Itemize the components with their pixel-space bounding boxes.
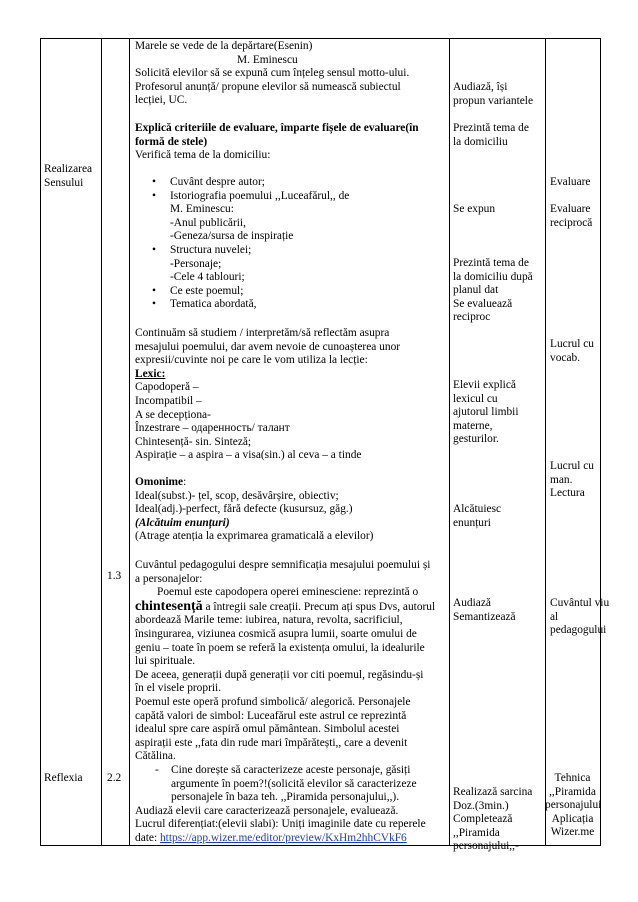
text-line: Ideal(subst.)- țel, scop, desăvârșire, obiectiv;: [135, 489, 339, 502]
column-divider: [101, 39, 102, 845]
method-line: ,,Piramida: [549, 785, 596, 798]
wizer-link[interactable]: https://app.wizer.me/editor/preview/KxHm2hhCVkF6: [159, 831, 407, 844]
text-fragment: date:: [135, 831, 160, 844]
student-activity: [453, 597, 516, 624]
motto-text: Marele se vede de la depărtare(Esenin): [135, 40, 313, 52]
text-line: geniu – toate în poem se referă la existența omului, la idealurile: [135, 641, 425, 654]
method-label: Evaluare: [550, 176, 591, 188]
teacher-speech-section: [135, 559, 443, 845]
method-line: Lectura: [550, 487, 585, 500]
method-label: [550, 203, 592, 230]
omonime-colon: :: [183, 476, 187, 488]
activity-line: personajului,,-: [453, 840, 519, 853]
method-line: Lucrul cu: [550, 338, 594, 350]
method-line: Wizer.me: [550, 826, 595, 839]
text-line: aspirații este ,,fata din rude mari împărătești,, care a devenit: [135, 736, 408, 749]
bold-instruction: formă de stele): [135, 135, 208, 148]
objective-code: 2.2: [107, 772, 122, 784]
method-line: Tehnica: [554, 772, 591, 784]
omonime-heading: [135, 476, 443, 490]
activity-line: Semantizează: [453, 610, 516, 623]
lexic-heading: Lexic:: [135, 367, 166, 380]
text-line: însingurarea, viziunea cosmică asupra lumii, soarte omului de: [135, 627, 417, 640]
student-activity: [453, 786, 532, 854]
activity-line: Elevii explică: [453, 379, 516, 391]
text-line: a personajelor:: [135, 572, 203, 585]
column-divider: [545, 39, 546, 845]
bullet-item: • Cuvânt despre autor;: [135, 176, 443, 190]
text-line: (Atrage atenția la exprimarea gramaticală a elevilor): [135, 530, 374, 543]
activity-line: Se evaluează: [453, 297, 513, 310]
activity-line: planul dat: [453, 284, 499, 297]
objective-code: 1.3: [107, 570, 122, 582]
text-line: lui spirituale.: [135, 655, 196, 668]
text-line: Lucrul diferențiat:(elevii slabi): Uniți imaginile date cu reperele: [135, 818, 426, 831]
student-activity: [453, 257, 533, 325]
activity-line: Prezintă tema de: [453, 122, 529, 134]
activity-line: Prezintă tema de: [453, 257, 529, 269]
student-activity: [453, 81, 533, 108]
text-line: lecției, UC.: [135, 94, 188, 107]
text-line: Cuvântul pedagogului despre semnificația mesajului poemului și: [135, 559, 431, 571]
text-line: Poemul este operă profund simbolică/ alegorică. Personajele: [135, 695, 411, 708]
italic-instruction: (Alcătuim enunțuri): [135, 516, 230, 529]
column-divider: [449, 39, 450, 845]
sub-item: M. Eminescu:: [170, 203, 234, 216]
activity-line: gesturilor.: [453, 433, 499, 446]
activity-line: la domiciliu după: [453, 270, 533, 283]
vocab-item: Chintesență- sin. Sinteză;: [135, 435, 252, 448]
method-line: Cuvântul viu: [550, 597, 610, 609]
method-line: Evaluare: [550, 203, 591, 215]
vocab-item: Capodoperă –: [135, 381, 199, 394]
text-line: Verifică tema de la domiciliu:: [135, 149, 271, 162]
text-fragment: a întregii sale creații. Precum ați spus Dvs, autorul: [202, 600, 436, 613]
text-line: [135, 600, 443, 615]
text-line: Audiază elevii care caracterizează personajele, evaluează.: [135, 804, 399, 817]
text-line: în el visele proprii.: [135, 682, 222, 695]
text-line: Profesorul anunță/ propune elevilor să numească subiectul: [135, 80, 401, 93]
stage-label: Realizarea: [44, 163, 93, 175]
text-line: Solicită elevilor să se expună cum înțeleg sensul motto-ului.: [135, 67, 410, 80]
method-label: [545, 772, 600, 840]
method-label: [550, 338, 594, 365]
bullet-item: • Structura nuvelei;: [135, 244, 443, 258]
method-line: reciprocă: [550, 216, 593, 229]
student-activity: [453, 122, 529, 149]
stage-realizarea-sensului: [44, 163, 92, 190]
bullet-item: • Istoriografia poemului ,,Luceafărul,, de: [135, 190, 443, 204]
bold-instruction: Explică criteriile de evaluare, împarte fișele de evaluare(în: [135, 122, 419, 134]
method-label: [550, 597, 609, 638]
text-line: capătă valori de simbol: Luceafărul este astrul ce reprezintă: [135, 709, 407, 722]
intro-section: [135, 40, 443, 108]
method-line: Lucrul cu: [550, 460, 594, 472]
lexicon-section: [135, 327, 443, 463]
dash-item-continued: argumente în poem?!(solicită elevilor să caracterizeze: [171, 777, 417, 790]
activity-line: la domiciliu: [453, 135, 508, 148]
student-activity: Se expun: [453, 203, 496, 215]
vocab-item: A se decepționa-: [135, 408, 211, 421]
text-line: mesajului poemului, dar avem nevoie de cunoașterea unor: [135, 340, 401, 353]
text-line: Poemul este capodopera operei eminesciene: reprezintă o: [157, 586, 419, 599]
evaluation-section: [135, 122, 443, 163]
dash-item-continued: personajele în baza teh. ,,Piramida personajului,,).: [171, 791, 400, 804]
method-label: [550, 460, 594, 501]
student-activity: [453, 379, 519, 447]
activity-line: Completează: [453, 813, 513, 826]
text-line: De aceea, generații după generații vor citi poemul, regăsindu-și: [135, 668, 424, 681]
omonime-label: Omonime: [135, 476, 184, 488]
text-line: abordează Marile teme: iubirea, natura, revolta, sacrificiul,: [135, 614, 403, 627]
sub-item: -Personaje;: [170, 257, 222, 270]
activity-line: lexicul cu: [453, 392, 498, 405]
activity-line: ajutorul limbii: [453, 406, 519, 419]
activity-line: Audiază, își: [453, 81, 508, 93]
vocab-item: Aspirație – a aspira – a visa(sin.) al ceva – a tinde: [135, 449, 362, 462]
motto-author: M. Eminescu: [237, 53, 298, 66]
method-line: personajului: [545, 799, 602, 812]
column-divider: [129, 39, 130, 845]
stage-reflexia: Reflexia: [44, 772, 83, 784]
text-line: Ideal(adj.)-perfect, fără defecte (kusursuz, găg.): [135, 503, 353, 516]
student-activity: [453, 503, 501, 530]
sub-item: -Cele 4 tablouri;: [170, 271, 245, 284]
text-line: Continuăm să studiem / interpretăm/să reflectăm asupra: [135, 327, 390, 339]
homonyms-section: [135, 476, 443, 544]
method-line: man.: [550, 473, 573, 486]
vocab-item: Incompatibil –: [135, 394, 202, 407]
stage-label: Sensului: [44, 176, 84, 189]
text-line: Cătălina.: [135, 750, 176, 763]
activity-line: propun variantele: [453, 94, 534, 107]
dash-item: - Cine dorește să caracterizeze aceste personaje, găsiți: [135, 764, 443, 778]
method-line: Aplicația: [551, 812, 594, 825]
method-line: pedagogului: [550, 624, 607, 637]
activity-line: Audiază: [453, 597, 491, 609]
method-line: al: [550, 610, 559, 623]
activity-line: Realizază sarcina: [453, 786, 533, 798]
homework-checklist: [135, 176, 443, 312]
sub-item: -Anul publicării,: [170, 216, 246, 229]
activity-line: ,,Piramida: [453, 826, 500, 839]
activity-line: Alcătuiesc: [453, 503, 502, 515]
bullet-item: • Tematica abordată,: [135, 298, 443, 312]
activity-line: Doz.(3min.): [453, 799, 509, 812]
sub-item: -Geneza/sursa de inspirație: [170, 230, 294, 243]
text-line: expresii/cuvinte noi pe care le vom utiliza la lecție:: [135, 354, 368, 367]
activity-line: materne,: [453, 419, 493, 432]
activity-line: reciproc: [453, 311, 491, 324]
text-line: idealul spre care aspiră omul pământean. Simbolul acestei: [135, 723, 400, 736]
emphasis-word: chintesență: [135, 598, 203, 614]
vocab-item: Înzestrare – одаренность/ талант: [135, 422, 290, 435]
bullet-item: • Ce este poemul;: [135, 285, 443, 299]
activity-line: enunțuri: [453, 516, 491, 529]
method-line: vocab.: [550, 351, 581, 364]
text-line: [135, 832, 443, 846]
